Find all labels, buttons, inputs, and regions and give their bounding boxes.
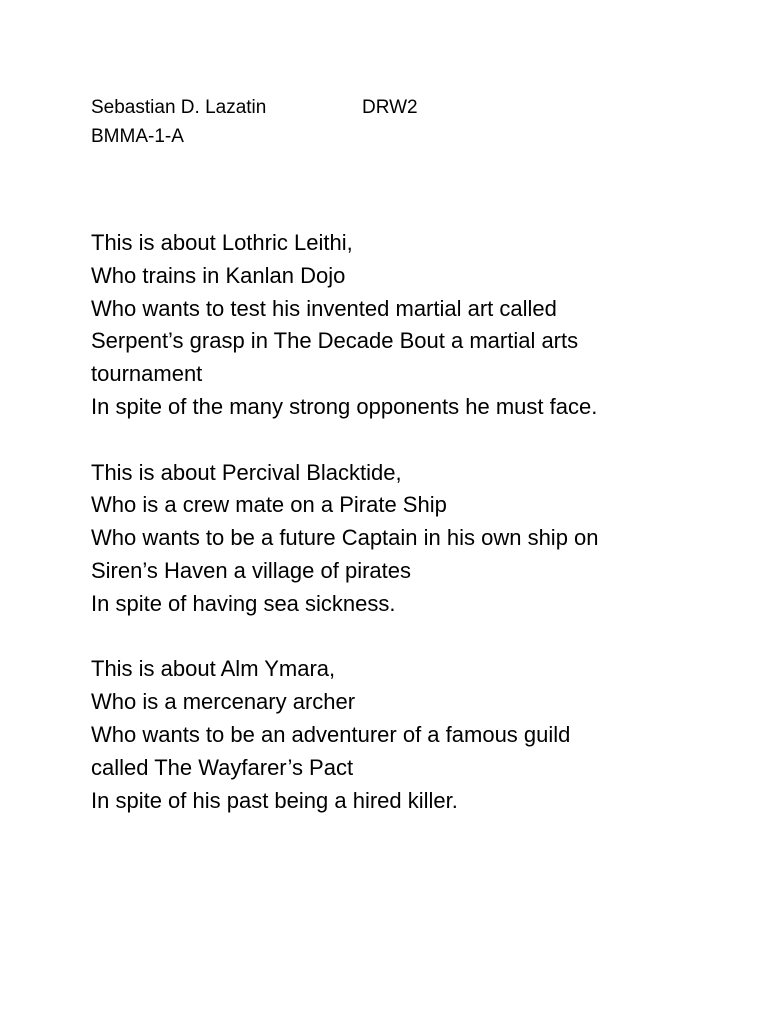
text-line: Who trains in Kanlan Dojo — [91, 262, 346, 288]
document-body — [91, 227, 711, 850]
text-line: Who wants to be an adventurer of a famous guild — [91, 721, 571, 747]
text-line: Who is a mercenary archer — [91, 689, 356, 715]
text-line: This is about Percival Blacktide, — [91, 459, 402, 485]
text-line: In spite of his past being a hired killer. — [91, 787, 458, 813]
author-name: Sebastian D. Lazatin — [91, 97, 267, 118]
stanza-alm — [91, 653, 711, 817]
text-line: Who wants to test his invented martial art called — [91, 295, 557, 321]
text-line: This is about Alm Ymara, — [91, 656, 336, 682]
text-line: called The Wayfarer’s Pact — [91, 754, 354, 780]
text-line: Who wants to be a future Captain in his own ship on — [91, 525, 599, 551]
header-row — [91, 122, 418, 151]
text-line: Siren’s Haven a village of pirates — [91, 557, 411, 583]
text-line: tournament — [91, 361, 203, 387]
text-line: In spite of the many strong opponents he must face. — [91, 393, 598, 419]
text-line: Serpent’s grasp in The Decade Bout a martial arts — [91, 328, 579, 354]
course-code: DRW2 — [362, 97, 418, 118]
stanza-lothric — [91, 227, 711, 424]
text-line: Who is a crew mate on a Pirate Ship — [91, 492, 447, 518]
text-line: In spite of having sea sickness. — [91, 590, 396, 616]
text-line: This is about Lothric Leithi, — [91, 230, 353, 255]
section-code: BMMA-1-A — [91, 126, 184, 147]
stanza-percival — [91, 457, 711, 621]
header-row — [91, 93, 418, 122]
document-header — [91, 93, 418, 151]
